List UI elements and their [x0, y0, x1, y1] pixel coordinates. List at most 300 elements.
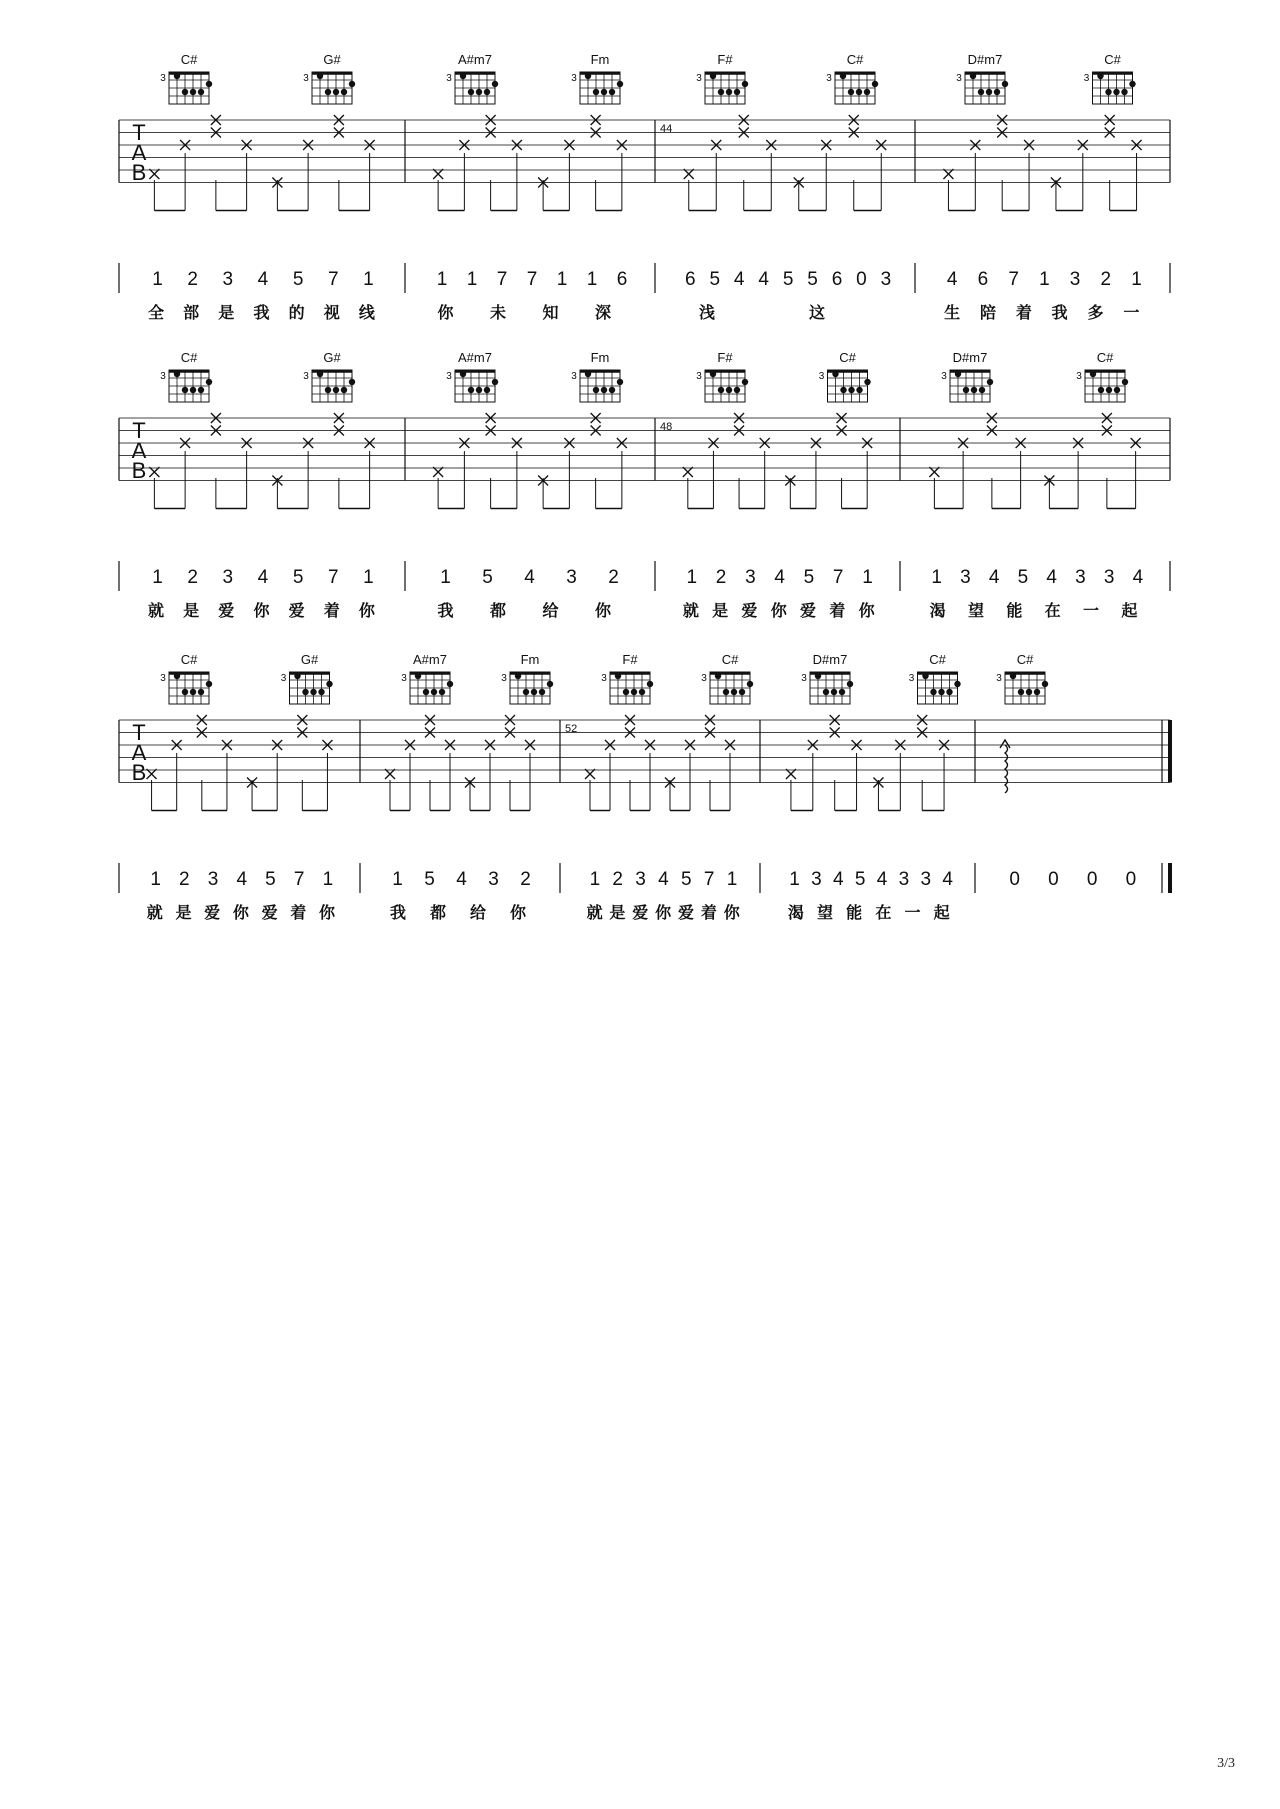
- chord-dot: [747, 681, 753, 687]
- fret-number: 3: [280, 673, 287, 684]
- chord-dot: [468, 387, 474, 393]
- arpeggio-mark: [1005, 745, 1008, 793]
- fret-number: 3: [401, 673, 407, 684]
- measure: [148, 52, 376, 322]
- lyric-char: 就: [148, 601, 165, 620]
- chord-dot: [515, 673, 521, 679]
- fret-number: 3: [826, 73, 832, 84]
- jianpu-note: 5: [803, 567, 815, 588]
- lyric-char: 多: [1087, 303, 1104, 322]
- chord-name: F#: [717, 52, 733, 67]
- chord-dot: [460, 73, 466, 79]
- fret-number: 3: [696, 371, 702, 382]
- jianpu-note: 7: [327, 269, 339, 290]
- chord-dot: [484, 89, 490, 95]
- jianpu-note: 1: [392, 869, 403, 890]
- lyric-char: 起: [1121, 601, 1138, 620]
- chord-name: G#: [323, 52, 341, 67]
- jianpu-note: 7: [526, 269, 538, 290]
- chord-dot: [539, 689, 545, 695]
- chord-dot: [723, 689, 729, 695]
- chord-dot: [938, 689, 944, 695]
- chord-name: C#: [839, 350, 856, 365]
- lyric-char: 线: [358, 303, 375, 322]
- jianpu-note: 6: [685, 269, 696, 290]
- lyric-char: 是: [609, 903, 626, 922]
- fret-number: 3: [446, 73, 452, 84]
- chord-dot: [484, 387, 490, 393]
- chord-dot: [1010, 673, 1016, 679]
- chord-dot: [647, 681, 653, 687]
- chord-dot: [190, 689, 196, 695]
- lyric-char: 的: [288, 303, 305, 322]
- jianpu-note: 4: [758, 269, 769, 290]
- chord-dot: [585, 371, 591, 377]
- jianpu-note: 1: [686, 567, 698, 588]
- chord-dot: [831, 689, 837, 695]
- chord-dot: [523, 689, 529, 695]
- lyric-char: 都: [489, 601, 507, 620]
- fret-number: 3: [818, 371, 825, 382]
- fret-number: 3: [908, 673, 915, 684]
- jianpu-note: 2: [520, 869, 531, 890]
- measure-number: 52: [565, 723, 578, 735]
- chord-name: C#: [721, 652, 739, 667]
- chord-dot: [593, 89, 599, 95]
- tab-clef-letter: B: [131, 458, 147, 483]
- chord-dot: [341, 89, 347, 95]
- chord-dot: [864, 379, 870, 385]
- jianpu-note: 3: [1075, 567, 1086, 588]
- jianpu-note: 1: [466, 269, 478, 290]
- jianpu-note: 2: [187, 269, 198, 290]
- chord-name: D#m7: [967, 52, 1003, 67]
- lyric-char: 就: [586, 903, 603, 922]
- jianpu-note: 3: [880, 269, 892, 290]
- chord-dot: [206, 681, 212, 687]
- chord-dot: [190, 387, 196, 393]
- chord-dot: [174, 73, 180, 79]
- lyric-char: 给: [542, 601, 559, 620]
- measure: [147, 652, 336, 922]
- jianpu-note: 0: [1009, 869, 1020, 890]
- jianpu-note: 3: [745, 567, 756, 588]
- lyric-char: 未: [489, 303, 507, 322]
- lyric-char: 部: [183, 303, 200, 322]
- jianpu-note: 4: [876, 869, 888, 890]
- chord-dot: [987, 379, 993, 385]
- lyric-char: 在: [875, 903, 892, 922]
- lyric-char: 望: [816, 903, 834, 922]
- lyric-char: 渴: [929, 601, 946, 620]
- chord-dot: [1113, 89, 1119, 95]
- chord-dot: [447, 681, 453, 687]
- lyric-char: 你: [723, 903, 740, 922]
- fret-number: 3: [501, 673, 507, 684]
- fret-number: 3: [303, 73, 309, 84]
- tab-clef-letter: T: [132, 418, 146, 443]
- jianpu-note: 4: [774, 567, 785, 588]
- chord-dot: [585, 73, 591, 79]
- tab-clef-letter: A: [131, 140, 147, 165]
- chord-dot: [631, 689, 637, 695]
- tab-clef-letter: B: [131, 160, 147, 185]
- chord-dot: [593, 387, 599, 393]
- chord-dot: [1122, 379, 1128, 385]
- lyric-char: 一: [1082, 601, 1100, 620]
- jianpu-note: 1: [726, 869, 738, 890]
- jianpu-note: 4: [257, 269, 269, 290]
- chord-dot: [617, 81, 623, 87]
- chord-dot: [734, 89, 740, 95]
- lyric-char: 在: [1044, 601, 1061, 620]
- measure: [565, 652, 753, 922]
- lyric-char: 我: [253, 303, 270, 322]
- chord-dot: [1097, 73, 1103, 79]
- jianpu-note: 5: [782, 269, 794, 290]
- lyric-char: 知: [542, 303, 559, 322]
- lyric-char: 爱: [799, 601, 817, 620]
- jianpu-note: 1: [322, 869, 334, 890]
- jianpu-note: 4: [833, 869, 844, 890]
- jianpu-note: 3: [207, 869, 219, 890]
- jianpu-note: 0: [1086, 869, 1098, 890]
- chord-name: G#: [300, 652, 319, 667]
- lyric-char: 着: [700, 903, 717, 922]
- measure: [996, 652, 1136, 890]
- lyric-char: 能: [846, 903, 863, 922]
- chord-dot: [476, 387, 482, 393]
- jianpu-note: 4: [733, 269, 745, 290]
- lyric-char: 你: [594, 601, 612, 620]
- lyric-char: 就: [146, 903, 163, 922]
- chord-dot: [823, 689, 829, 695]
- jianpu-note: 5: [807, 269, 818, 290]
- lyric-char: 爱: [632, 903, 649, 922]
- chord-dot: [326, 681, 332, 687]
- chord-dot: [349, 379, 355, 385]
- lyric-char: 我: [437, 601, 454, 620]
- chord-dot: [206, 81, 212, 87]
- jianpu-note: 1: [789, 869, 800, 890]
- measure: [385, 652, 553, 922]
- chord-name: Fm: [520, 652, 540, 667]
- jianpu-note: 5: [265, 869, 276, 890]
- jianpu-note: 0: [856, 269, 867, 290]
- chord-name: Fm: [590, 350, 610, 365]
- jianpu-note: 1: [152, 269, 163, 290]
- fret-number: 3: [696, 73, 702, 84]
- fret-number: 3: [571, 73, 577, 84]
- chord-dot: [848, 89, 854, 95]
- chord-name: D#m7: [812, 652, 848, 667]
- chord-dot: [718, 89, 724, 95]
- chord-name: F#: [717, 350, 733, 365]
- chord-name: C#: [1016, 652, 1034, 667]
- chord-dot: [333, 387, 339, 393]
- chord-dot: [710, 371, 716, 377]
- jianpu-note: 4: [942, 869, 953, 890]
- chord-dot: [1034, 689, 1040, 695]
- lyric-char: 着: [1015, 303, 1032, 322]
- chord-name: C#: [180, 652, 198, 667]
- chord-dot: [317, 371, 323, 377]
- jianpu-note: 1: [1039, 269, 1050, 290]
- lyric-char: 你: [858, 601, 875, 620]
- chord-dot: [815, 673, 821, 679]
- lyric-char: 爱: [677, 903, 695, 922]
- jianpu-note: 5: [854, 869, 866, 890]
- jianpu-note: 3: [960, 567, 971, 588]
- chord-dot: [1129, 81, 1135, 87]
- lyric-char: 我: [389, 903, 407, 922]
- lyric-char: 这: [808, 303, 826, 322]
- lyric-char: 你: [253, 601, 270, 620]
- lyric-char: 全: [148, 303, 165, 322]
- jianpu-note: 1: [556, 269, 568, 290]
- jianpu-note: 1: [862, 567, 873, 588]
- chord-dot: [415, 673, 421, 679]
- lyric-char: 我: [1051, 303, 1068, 322]
- jianpu-note: 4: [946, 269, 958, 290]
- lyric-char: 浅: [698, 303, 716, 322]
- fret-number: 3: [996, 673, 1002, 684]
- lyric-char: 爱: [204, 903, 221, 922]
- chord-dot: [468, 89, 474, 95]
- chord-dot: [979, 387, 985, 393]
- jianpu-note: 4: [1046, 567, 1057, 588]
- lyric-char: 你: [358, 601, 375, 620]
- jianpu-note: 6: [831, 269, 843, 290]
- chord-dot: [423, 689, 429, 695]
- lyric-char: 一: [904, 903, 921, 922]
- page-number: 3/3: [1217, 1756, 1235, 1771]
- lyric-char: 着: [290, 903, 307, 922]
- chord-dot: [954, 681, 960, 687]
- jianpu-note: 1: [150, 869, 161, 890]
- lyric-char: 爱: [218, 601, 235, 620]
- lyric-char: 视: [323, 303, 340, 322]
- chord-dot: [718, 387, 724, 393]
- tab-clef-letter: A: [131, 740, 147, 765]
- chord-dot: [986, 89, 992, 95]
- chord-dot: [847, 681, 853, 687]
- jianpu-note: 3: [222, 269, 234, 290]
- chord-dot: [1121, 89, 1127, 95]
- measure: [786, 652, 961, 922]
- fret-number: 3: [941, 371, 947, 382]
- lyric-char: 爱: [288, 601, 305, 620]
- fret-number: 3: [160, 371, 166, 382]
- lyric-char: 是: [712, 601, 729, 620]
- chord-dot: [333, 89, 339, 95]
- jianpu-note: 1: [1131, 269, 1142, 290]
- chord-dot: [325, 89, 331, 95]
- fret-number: 3: [303, 371, 309, 382]
- chord-dot: [639, 689, 645, 695]
- chord-dot: [840, 73, 846, 79]
- chord-dot: [848, 387, 854, 393]
- jianpu-note: 2: [715, 567, 727, 588]
- chord-dot: [715, 673, 721, 679]
- jianpu-note: 2: [1100, 269, 1112, 290]
- chord-dot: [971, 387, 977, 393]
- lyric-char: 着: [323, 601, 340, 620]
- jianpu-note: 7: [832, 567, 844, 588]
- lyric-char: 爱: [261, 903, 278, 922]
- jianpu-note: 5: [292, 567, 304, 588]
- chord-dot: [1098, 387, 1104, 393]
- lyric-char: 能: [1006, 601, 1023, 620]
- jianpu-note: 1: [440, 567, 451, 588]
- jianpu-note: 2: [179, 869, 190, 890]
- lyric-char: 陪: [979, 303, 997, 322]
- lyric-char: 你: [319, 903, 336, 922]
- jianpu-note: 3: [488, 869, 499, 890]
- lyric-char: 就: [682, 601, 699, 620]
- lyric-char: 渴: [787, 903, 804, 922]
- fret-number: 3: [956, 73, 962, 84]
- jianpu-note: 4: [1132, 567, 1144, 588]
- chord-dot: [742, 81, 748, 87]
- jianpu-note: 1: [363, 269, 374, 290]
- chord-dot: [710, 73, 716, 79]
- chord-name: Fm: [590, 52, 610, 67]
- chord-dot: [726, 387, 732, 393]
- jianpu-note: 3: [1069, 269, 1081, 290]
- jianpu-note: 5: [482, 567, 493, 588]
- chord-dot: [978, 89, 984, 95]
- lyric-char: 是: [218, 303, 235, 322]
- chord-dot: [617, 379, 623, 385]
- jianpu-note: 7: [293, 869, 305, 890]
- fret-number: 3: [1083, 73, 1090, 84]
- fret-number: 3: [160, 673, 166, 684]
- jianpu-note: 2: [612, 869, 624, 890]
- chord-dot: [1002, 81, 1008, 87]
- jianpu-note: 3: [566, 567, 577, 588]
- jianpu-note: 3: [1103, 567, 1115, 588]
- chord-dot: [492, 379, 498, 385]
- lyric-char: 一: [1123, 303, 1140, 322]
- chord-dot: [182, 689, 188, 695]
- jianpu-note: 1: [586, 269, 598, 290]
- chord-name: A#m7: [413, 652, 447, 667]
- chord-name: A#m7: [458, 350, 492, 365]
- chord-name: C#: [1096, 350, 1114, 365]
- chord-dot: [601, 89, 607, 95]
- jianpu-note: 4: [524, 567, 535, 588]
- chord-dot: [317, 73, 323, 79]
- jianpu-note: 4: [456, 869, 467, 890]
- measure: [929, 350, 1143, 620]
- jianpu-note: 7: [703, 869, 715, 890]
- lyric-char: 你: [655, 903, 672, 922]
- tab-system: [119, 350, 1170, 620]
- tab-clef-letter: T: [132, 720, 146, 745]
- chord-dot: [731, 689, 737, 695]
- chord-dot: [206, 379, 212, 385]
- chord-dot: [601, 387, 607, 393]
- jianpu-note: 5: [680, 869, 692, 890]
- chord-dot: [302, 689, 308, 695]
- fret-number: 3: [571, 371, 577, 382]
- jianpu-note: 7: [327, 567, 339, 588]
- chord-dot: [198, 89, 204, 95]
- jianpu-note: 7: [496, 269, 508, 290]
- chord-dot: [174, 371, 180, 377]
- jianpu-note: 0: [1048, 869, 1059, 890]
- lyric-char: 起: [933, 903, 950, 922]
- jianpu-note: 7: [1008, 269, 1019, 290]
- chord-dot: [492, 81, 498, 87]
- chord-dot: [318, 689, 324, 695]
- measure: [943, 52, 1141, 322]
- jianpu-note: 4: [658, 869, 669, 890]
- chord-dot: [955, 371, 961, 377]
- tab-clef-letter: T: [132, 120, 146, 145]
- chord-dot: [840, 387, 846, 393]
- chord-dot: [439, 689, 445, 695]
- measure: [433, 52, 627, 322]
- lyric-char: 是: [175, 903, 192, 922]
- chord-dot: [349, 81, 355, 87]
- chord-dot: [742, 379, 748, 385]
- lyric-char: 望: [967, 601, 985, 620]
- lyric-char: 你: [232, 903, 249, 922]
- jianpu-note: 0: [1125, 869, 1137, 890]
- chord-dot: [294, 673, 300, 679]
- chord-dot: [615, 673, 621, 679]
- chord-dot: [922, 673, 928, 679]
- lyric-char: 你: [509, 903, 527, 922]
- jianpu-note: 4: [236, 869, 248, 890]
- measure: [148, 350, 376, 620]
- chord-dot: [946, 689, 952, 695]
- lyric-char: 你: [437, 303, 454, 322]
- tab-clef-letter: A: [131, 438, 147, 463]
- lyric-char: 着: [829, 601, 846, 620]
- jianpu-note: 5: [1017, 567, 1029, 588]
- chord-dot: [174, 673, 180, 679]
- jianpu-note: 1: [363, 567, 374, 588]
- lyric-char: 你: [770, 601, 787, 620]
- chord-dot: [609, 89, 615, 95]
- chord-dot: [310, 689, 316, 695]
- chord-dot: [198, 689, 204, 695]
- chord-dot: [547, 681, 553, 687]
- chord-dot: [623, 689, 629, 695]
- jianpu-note: 5: [292, 269, 304, 290]
- chord-name: C#: [846, 52, 864, 67]
- chord-name: D#m7: [952, 350, 988, 365]
- chord-dot: [963, 387, 969, 393]
- lyric-char: 爱: [741, 601, 758, 620]
- chord-dot: [726, 89, 732, 95]
- chord-dot: [930, 689, 936, 695]
- chord-dot: [864, 89, 870, 95]
- tab-clef-letter: B: [131, 760, 147, 785]
- lyric-char: 是: [183, 601, 200, 620]
- measure-number: 44: [660, 123, 673, 135]
- tab-system: [119, 652, 1170, 922]
- chord-dot: [734, 387, 740, 393]
- chord-dot: [325, 387, 331, 393]
- chord-name: G#: [323, 350, 341, 365]
- chord-dot: [609, 387, 615, 393]
- jianpu-note: 1: [436, 269, 448, 290]
- chord-dot: [872, 81, 878, 87]
